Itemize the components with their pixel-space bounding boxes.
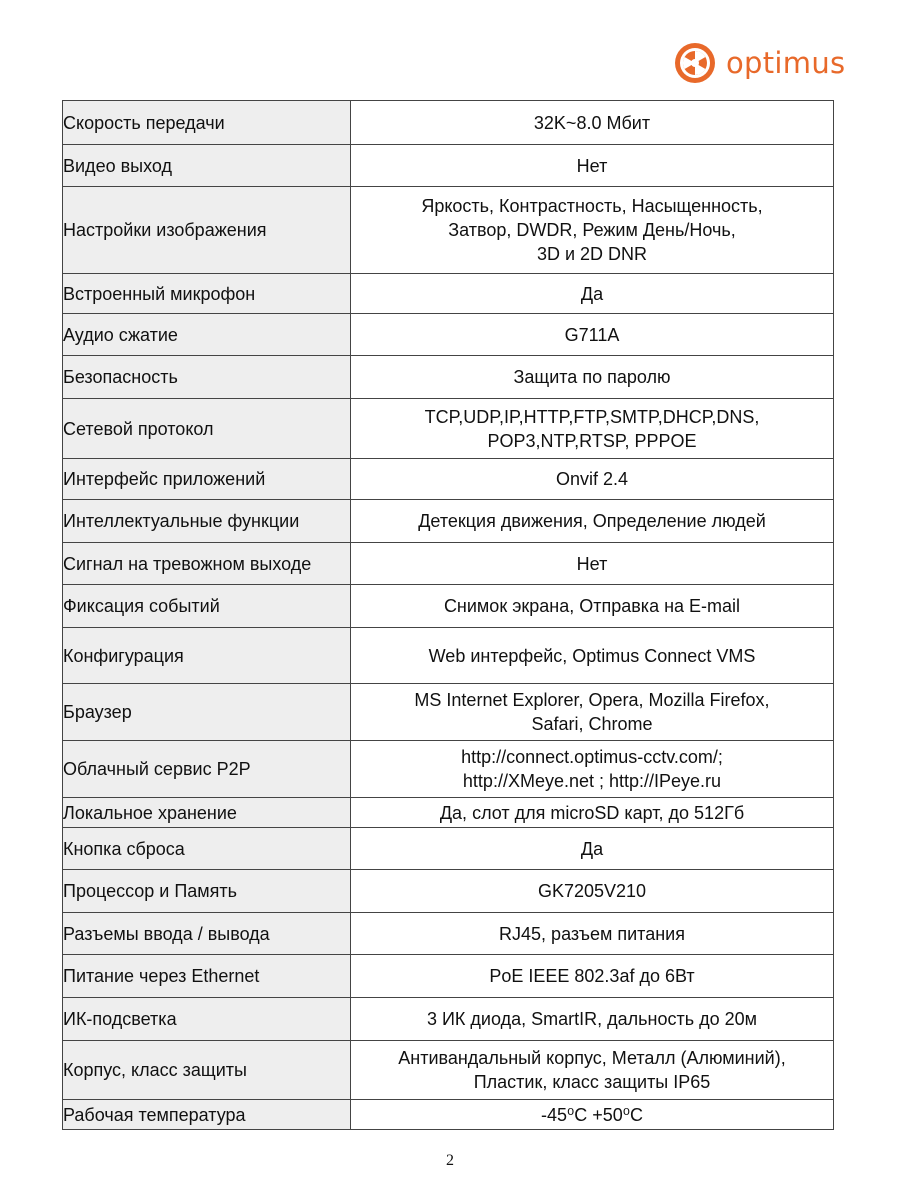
spec-value-line: Onvif 2.4 xyxy=(555,469,629,489)
spec-name: Настройки изображения xyxy=(63,187,351,274)
spec-name: Рабочая температура xyxy=(63,1100,351,1130)
spec-value-line: Защита по паролю xyxy=(513,367,671,387)
spec-value-line: POP3,NTP,RTSP, PPPOE xyxy=(487,430,697,451)
spec-row xyxy=(63,459,834,500)
spec-value-line: 3D и 2D DNR xyxy=(536,244,648,264)
spec-name: Видео выход xyxy=(63,145,351,187)
spec-value xyxy=(351,500,834,543)
spec-row xyxy=(63,828,834,870)
spec-value xyxy=(351,101,834,145)
spec-value-line: G711A xyxy=(564,324,620,345)
spec-row xyxy=(63,500,834,543)
spec-row xyxy=(63,1041,834,1100)
spec-row xyxy=(63,543,834,585)
spec-row xyxy=(63,585,834,628)
spec-value xyxy=(351,356,834,399)
spec-value xyxy=(351,913,834,955)
spec-row xyxy=(63,998,834,1041)
spec-value xyxy=(351,314,834,356)
optimus-logo-icon xyxy=(672,40,718,86)
spec-value-line: Да xyxy=(580,283,604,304)
spec-row xyxy=(63,684,834,741)
spec-value-line: Антивандальный корпус, Металл (Алюминий), xyxy=(398,1048,786,1068)
spec-name: Сетевой протокол xyxy=(63,399,351,459)
spec-value xyxy=(351,741,834,798)
spec-value-line: TCP,UDP,IP,HTTP,FTP,SMTP,DHCP,DNS, xyxy=(424,406,760,427)
spec-name: Фиксация событий xyxy=(63,585,351,628)
spec-table xyxy=(62,100,834,1130)
spec-name: Конфигурация xyxy=(63,628,351,684)
spec-value xyxy=(351,187,834,274)
spec-row xyxy=(63,101,834,145)
spec-value-line: Нет xyxy=(576,155,608,176)
spec-row xyxy=(63,628,834,684)
spec-value-line: Яркость, Контрастность, Насыщенность, xyxy=(421,196,763,216)
spec-value-line: Нет xyxy=(576,553,608,574)
spec-value xyxy=(351,955,834,998)
spec-name: ИК-подсветка xyxy=(63,998,351,1041)
spec-value-line: Детекция движения, Определение людей xyxy=(418,511,766,531)
spec-value-line: http://XMeye.net ; http://IPeye.ru xyxy=(462,771,722,791)
spec-value-line: Safari, Chrome xyxy=(531,714,653,734)
spec-row xyxy=(63,356,834,399)
spec-row xyxy=(63,913,834,955)
spec-name: Аудио сжатие xyxy=(63,314,351,356)
spec-value xyxy=(351,870,834,913)
spec-row xyxy=(63,741,834,798)
spec-value xyxy=(351,684,834,741)
spec-table-body xyxy=(63,101,834,1130)
spec-value-line: 32K~8.0 Мбит xyxy=(533,112,651,133)
spec-name: Кнопка сброса xyxy=(63,828,351,870)
spec-value-line: -45⁰C +50⁰C xyxy=(541,1104,643,1125)
spec-name: Безопасность xyxy=(63,356,351,399)
spec-row xyxy=(63,314,834,356)
spec-name: Сигнал на тревожном выходе xyxy=(63,543,351,585)
spec-value xyxy=(351,399,834,459)
spec-value xyxy=(351,828,834,870)
spec-name: Разъемы ввода / вывода xyxy=(63,913,351,955)
spec-value xyxy=(351,998,834,1041)
page-number: 2 xyxy=(446,1152,454,1169)
spec-name: Процессор и Память xyxy=(63,870,351,913)
spec-value-line: RJ45, разъем питания xyxy=(499,923,685,944)
spec-row xyxy=(63,145,834,187)
brand-logo xyxy=(672,40,845,86)
spec-value-line: Web интерфейс, Optimus Connect VMS xyxy=(428,645,756,666)
spec-value-line: Пластик, класс защиты IP65 xyxy=(473,1072,711,1092)
spec-value-line: http://connect.optimus-cctv.com/; xyxy=(461,747,723,767)
spec-value xyxy=(351,1041,834,1100)
spec-value-line: Да xyxy=(580,838,604,859)
spec-name: Питание через Ethernet xyxy=(63,955,351,998)
spec-name: Облачный сервис P2P xyxy=(63,741,351,798)
spec-row xyxy=(63,187,834,274)
spec-row xyxy=(63,399,834,459)
spec-name: Локальное хранение xyxy=(63,798,351,828)
spec-value xyxy=(351,1100,834,1130)
spec-value-line: PoE IEEE 802.3af до 6Вт xyxy=(489,966,695,986)
spec-value xyxy=(351,459,834,500)
spec-value xyxy=(351,145,834,187)
brand-name: optimus xyxy=(726,46,846,80)
spec-row xyxy=(63,870,834,913)
spec-name: Корпус, класс защиты xyxy=(63,1041,351,1100)
spec-name: Встроенный микрофон xyxy=(63,274,351,314)
spec-name: Скорость передачи xyxy=(63,101,351,145)
spec-value-line: 3 ИК диода, SmartIR, дальность до 20м xyxy=(426,1009,757,1029)
spec-row xyxy=(63,955,834,998)
spec-value-line: Да, слот для microSD карт, до 512Гб xyxy=(439,802,745,823)
spec-row xyxy=(63,274,834,314)
spec-value-line: GK7205V210 xyxy=(537,881,647,901)
spec-row xyxy=(63,798,834,828)
spec-value xyxy=(351,628,834,684)
spec-value xyxy=(351,543,834,585)
spec-value-line: Снимок экрана, Отправка на E-mail xyxy=(443,596,741,616)
spec-value xyxy=(351,585,834,628)
spec-value-line: Затвор, DWDR, Режим День/Ночь, xyxy=(448,220,736,240)
spec-name: Интерфейс приложений xyxy=(63,459,351,500)
spec-name: Браузер xyxy=(63,684,351,741)
spec-value xyxy=(351,798,834,828)
spec-value-line: MS Internet Explorer, Opera, Mozilla Firefox, xyxy=(414,690,770,710)
spec-name: Интеллектуальные функции xyxy=(63,500,351,543)
spec-row xyxy=(63,1100,834,1130)
spec-value xyxy=(351,274,834,314)
